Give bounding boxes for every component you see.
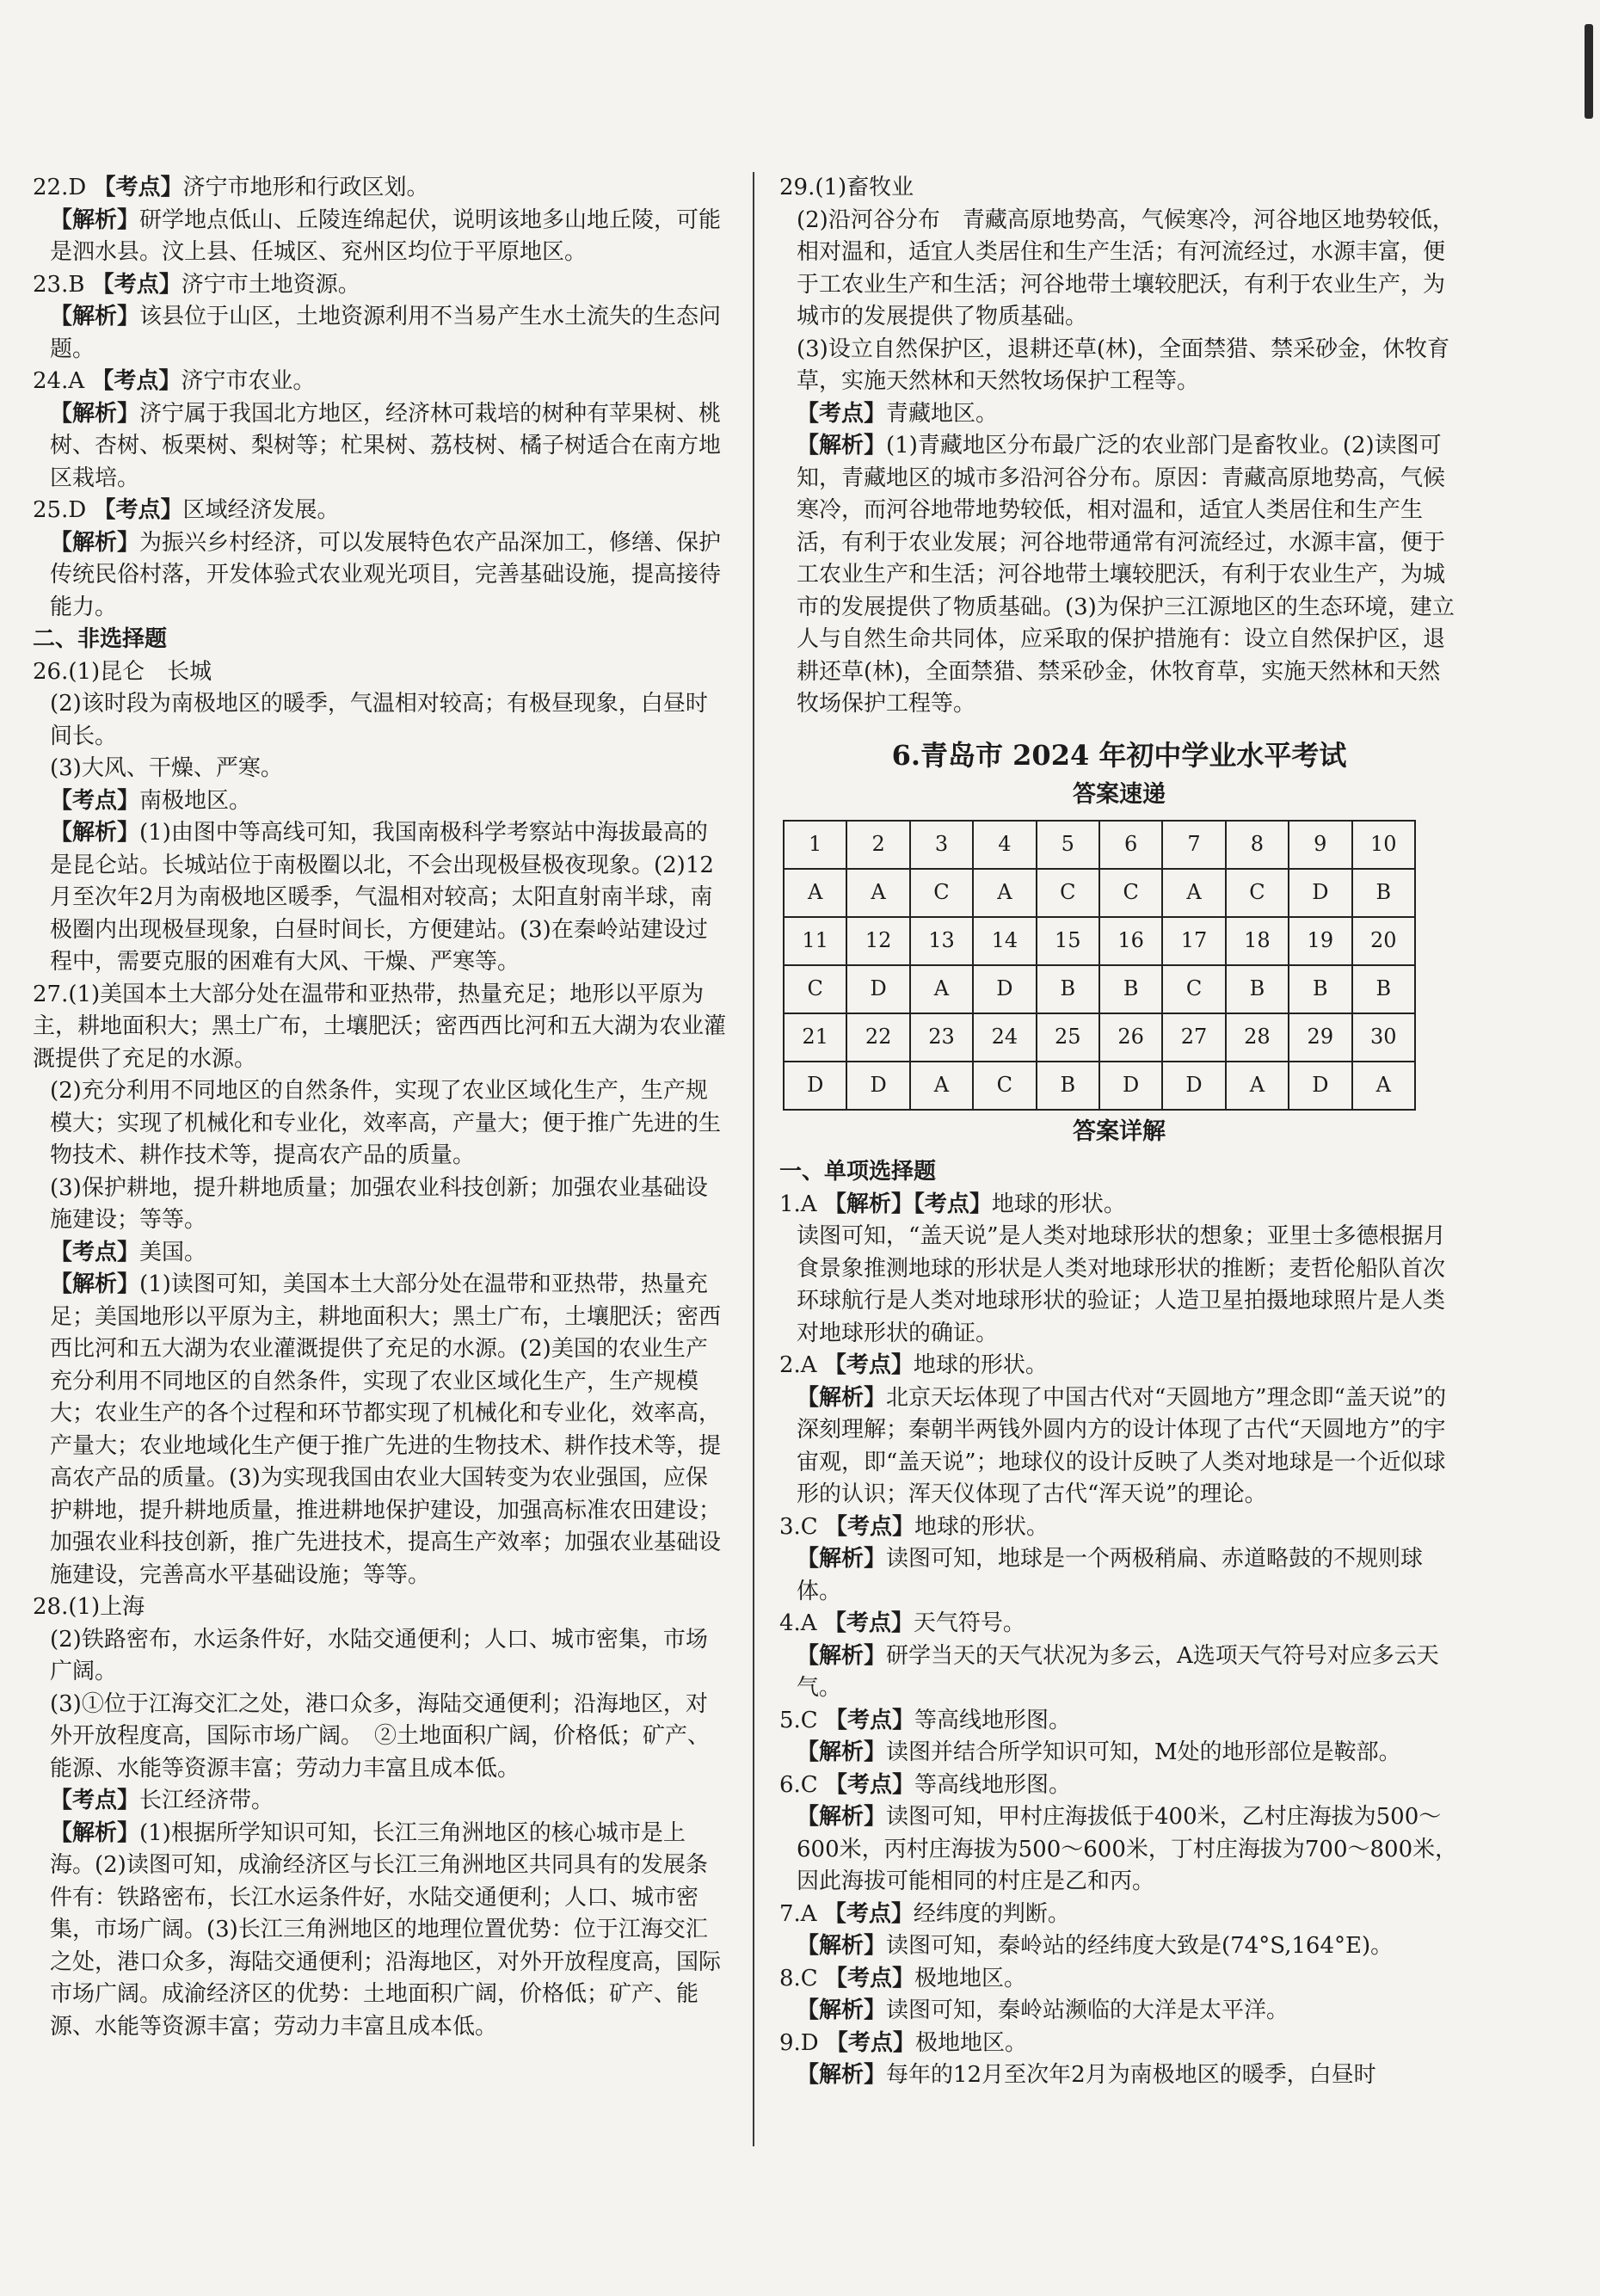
answer-table-cell: C	[784, 965, 846, 1013]
question-29-answer-1: 29.(1)畜牧业	[779, 175, 914, 200]
question-3-analysis: 【解析】读图可知，地球是一个两极稍扁、赤道略鼓的不规则球体。	[797, 1546, 1424, 1604]
question-29-analysis: 【解析】(1)青藏地区分布最广泛的农业部门是畜牧业。(2)读图可知，青藏地区的城市多沿河谷分布。原因：青藏高原地势高，气候寒冷，而河谷地带地势较低，相对温和，适宜人类居住和生产生活，有利于农业发展；河谷地带通常有河流经过，水源丰富，便于工农业生产和生活；河谷地带土壤较肥沃，有利于农业生产，为城市的发展提供了物质基础。(3)为保护三江源地区的生态环境，建立人与自然生命共同体，应采取的保护措施有：设立自然保护区，退耕还草(林)，全面禁猎、禁采砂金，休牧育草，实施天然林和天然牧场保护工程等。	[797, 433, 1455, 717]
answer-table-cell: D	[846, 965, 909, 1013]
answer-quick-heading: 答案速递	[1073, 781, 1166, 808]
answer-table-cell: 26	[1099, 1013, 1162, 1062]
question-9-analysis: 【解析】每年的12月至次年2月为南极地区的暖季，白昼时	[797, 2062, 1376, 2088]
question-25: 25.D 【考点】区域经济发展。	[33, 497, 340, 523]
question-29-answer-2: (2)沿河谷分布 青藏高原地势高，气候寒冷，河谷地区地势较低，相对温和，适宜人类居住和生产生活；有河流经过，水源丰富，便于工农业生产和生活；河谷地带土壤较肥沃，有利于农业生产，为城市的发展提供了物质基础。	[797, 206, 1455, 329]
question-28-answer-1: 28.(1)上海	[33, 1594, 145, 1620]
question-24-analysis: 【解析】济宁属于我国北方地区，经济林可栽培的树种有苹果树、桃树、杏树、板栗树、梨树等；杧果树、荔枝树、橘子树适合在南方地区栽培。	[50, 400, 722, 491]
answer-table-cell: A	[910, 965, 973, 1013]
answer-detail-heading: 答案详解	[1073, 1117, 1166, 1145]
question-29-point: 【考点】青藏地区。	[797, 400, 999, 427]
question-1-analysis: 读图可知，“盖天说”是人类对地球形状的想象；亚里士多德根据月食景象推测地球的形状是人类对地球形状的推断；麦哲伦船队首次环球航行是人类对地球形状的验证；人造卫星拍摄地球照片是人类对地球形状的确证。	[797, 1223, 1446, 1346]
question-26-answer-2: (2)该时段为南极地区的暖季，气温相对较高；有极昼现象，白昼时间长。	[50, 691, 708, 749]
question-23-analysis: 【解析】该县位于山区，土地资源利用不当易产生水土流失的生态问题。	[50, 304, 722, 362]
answer-table-number-row	[784, 1013, 1415, 1062]
answer-table-cell: A	[1162, 869, 1225, 917]
answer-table-cell: C	[1037, 869, 1099, 917]
question-23: 23.B 【考点】济宁市土地资源。	[33, 271, 360, 298]
question-28-answer-2: (2)铁路密布，水运条件好，水陆交通便利；人口、城市密集，市场广阔。	[50, 1626, 708, 1684]
answer-table-cell: B	[1352, 965, 1415, 1013]
answer-table-cell: 3	[910, 821, 973, 869]
question-2: 2.A 【考点】地球的形状。	[779, 1352, 1048, 1378]
answer-table-cell: 7	[1162, 821, 1225, 869]
answer-table-cell: 10	[1352, 821, 1415, 869]
answer-table-cell: A	[846, 869, 909, 917]
answer-table-cell: 14	[973, 917, 1036, 965]
question-26-point: 【考点】南极地区。	[50, 787, 252, 814]
question-28-analysis: 【解析】(1)根据所学知识可知，长江三角洲地区的核心城市是上海。(2)读图可知，成渝经济区与长江三角洲地区共同具有的发展条件有：铁路密布，长江水运条件好，水陆交通便利；人口、城市密集，市场广阔。(3)长江三角洲地区的地理位置优势：位于江海交汇之处，港口众多，海陆交通便利；沿海地区，对外开放程度高，国际市场广阔。成渝经济区的优势：土地面积广阔，价格低；矿产、能源、水能等资源丰富；劳动力丰富且成本低。	[50, 1819, 722, 2040]
paper-title: 6.青岛市 2024 年初中学业水平考试	[891, 738, 1347, 772]
question-4: 4.A 【考点】天气符号。	[779, 1610, 1025, 1636]
answer-table-cell: C	[1226, 869, 1289, 917]
question-22-analysis: 【解析】研学地点低山、丘陵连绵起伏，说明该地多山地丘陵，可能是泗水县。汶上县、任城区、兖州区均位于平原地区。	[50, 206, 722, 265]
answer-table-cell: A	[910, 1062, 973, 1110]
question-5: 5.C 【考点】等高线地形图。	[779, 1707, 1071, 1733]
question-2-analysis: 【解析】北京天坛体现了中国古代对“天圆地方”理念即“盖天说”的深刻理解；秦朝半两钱外圆内方的设计体现了古代“天圆地方”的宇宙观，即“盖天说”；地球仪的设计反映了人类对地球是一个近似球形的认识；浑天仪体现了古代“浑天说”的理论。	[797, 1384, 1447, 1507]
question-27-analysis: 【解析】(1)读图可知，美国本土大部分处在温带和亚热带，热量充足；美国地形以平原为主，耕地面积大；黑土广布，土壤肥沃；密西西比河和五大湖为农业灌溉提供了充足的水源。(2)美国的农业生产充分利用不同地区的自然条件，实现了农业区域化生产，生产规模大；农业生产的各个过程和环节都实现了机械化和专业化，效率高，产量大；农业地域化生产便于推广先进的生物技术、耕作技术等，提高农产品的质量。(3)为实现我国由农业大国转变为农业强国，应保护耕地，提升耕地质量，推进耕地保护建设，加强高标准农田建设；加强农业科技创新，推广先进技术，提高生产效率；加强农业基础设施建设，完善高水平基础设施；等等。	[50, 1271, 722, 1588]
answer-table-answer-row	[784, 869, 1415, 917]
left-column	[33, 172, 728, 2043]
question-8: 8.C 【考点】极地地区。	[779, 1965, 1026, 1991]
question-28-answer-3: (3)①位于江海交汇之处，港口众多，海陆交通便利；沿海地区，对外开放程度高，国际市场广阔。 ②土地面积广阔，价格低；矿产、能源、水能等资源丰富；劳动力丰富且成本低。	[50, 1690, 711, 1782]
question-6: 6.C 【考点】等高线地形图。	[779, 1771, 1071, 1798]
answer-table-cell: B	[1037, 965, 1099, 1013]
answer-table-cell: 16	[1099, 917, 1162, 965]
answer-table-cell: D	[1099, 1062, 1162, 1110]
answer-table-cell: D	[784, 1062, 846, 1110]
answer-table-cell: 8	[1226, 821, 1289, 869]
answer-table-cell: D	[1289, 869, 1351, 917]
answer-table-cell: B	[1289, 965, 1351, 1013]
answer-table-cell: 21	[784, 1013, 846, 1062]
answer-table-cell: A	[1352, 1062, 1415, 1110]
right-column	[779, 172, 1459, 2092]
answer-table-cell: 2	[846, 821, 909, 869]
answer-table-cell: 28	[1226, 1013, 1289, 1062]
answer-table-cell: 23	[910, 1013, 973, 1062]
answer-table-number-row	[784, 917, 1415, 965]
answer-table-cell: D	[846, 1062, 909, 1110]
question-26-answer-1: 26.(1)昆仑 长城	[33, 658, 212, 685]
question-27-answer-2: (2)充分利用不同地区的自然条件，实现了农业区域化生产，生产规模大；实现了机械化和专业化，效率高，产量大；便于推广先进的生物技术、耕作技术等，提高农产品的质量。	[50, 1078, 722, 1168]
question-7-analysis: 【解析】读图可知，秦岭站的经纬度大致是(74°S,164°E)。	[797, 1933, 1394, 1959]
answer-table-cell: 20	[1352, 917, 1415, 965]
answer-table-cell: 15	[1037, 917, 1099, 965]
question-9: 9.D 【考点】极地地区。	[779, 2029, 1027, 2056]
question-7: 7.A 【考点】经纬度的判断。	[779, 1900, 1070, 1927]
answer-table-cell: A	[784, 869, 846, 917]
answer-table-cell: 29	[1289, 1013, 1351, 1062]
question-27-point: 【考点】美国。	[50, 1239, 207, 1265]
answer-table-cell: 18	[1226, 917, 1289, 965]
page-edge-mark	[1585, 24, 1593, 119]
answer-table-cell: D	[1289, 1062, 1351, 1110]
question-1: 1.A 【解析】【考点】地球的形状。	[779, 1191, 1126, 1217]
question-26-analysis: 【解析】(1)由图中等高线可知，我国南极科学考察站中海拔最高的是昆仑站。长城站位于南极圈以北，不会出现极昼极夜现象。(2)12月至次年2月为南极地区暖季，气温相对较高；太阳直射南半球，南极圈内出现极昼现象，白昼时间长，方便建站。(3)在秦岭站建设过程中，需要克服的困难有大风、干燥、严寒等。	[50, 820, 714, 975]
answer-table-cell: 5	[1037, 821, 1099, 869]
section-heading-single-choice: 一、单项选择题	[779, 1159, 937, 1185]
answer-table-cell: B	[1037, 1062, 1099, 1110]
answer-table-cell: 12	[846, 917, 909, 965]
answer-table-cell: 25	[1037, 1013, 1099, 1062]
answer-table-cell: 4	[973, 821, 1036, 869]
question-25-analysis: 【解析】为振兴乡村经济，可以发展特色农产品深加工，修缮、保护传统民俗村落，开发体验式农业观光项目，完善基础设施，提高接待能力。	[50, 529, 722, 620]
answer-table-cell: 11	[784, 917, 846, 965]
answer-table-cell: D	[973, 965, 1036, 1013]
answer-table-number-row	[784, 821, 1415, 869]
answer-table-cell: C	[973, 1062, 1036, 1110]
answer-table-cell: 27	[1162, 1013, 1225, 1062]
answer-table-cell: 22	[846, 1013, 909, 1062]
answer-table-cell: 30	[1352, 1013, 1415, 1062]
question-6-analysis: 【解析】读图可知，甲村庄海拔低于400米，乙村庄海拔为500～600米，丙村庄海拔为500～600米，丁村庄海拔为700～800米，因此海拔可能相同的村庄是乙和丙。	[797, 1804, 1458, 1894]
question-4-analysis: 【解析】研学当天的天气状况为多云，A选项天气符号对应多云天气。	[797, 1642, 1439, 1701]
answer-table-cell: C	[1099, 869, 1162, 917]
answer-table-cell: 1	[784, 821, 846, 869]
answer-table-cell: A	[1226, 1062, 1289, 1110]
section-heading-nonchoice: 二、非选择题	[33, 626, 168, 652]
answer-table-cell: 13	[910, 917, 973, 965]
question-5-analysis: 【解析】读图并结合所学知识可知，M处的地形部位是鞍部。	[797, 1739, 1401, 1765]
question-8-analysis: 【解析】读图可知，秦岭站濒临的大洋是太平洋。	[797, 1997, 1289, 2023]
answer-table-cell: 9	[1289, 821, 1351, 869]
question-26-answer-3: (3)大风、干燥、严寒。	[50, 755, 283, 781]
question-28-point: 【考点】长江经济带。	[50, 1788, 274, 1813]
question-27-answer-1: 27.(1)美国本土大部分处在温带和亚热带，热量充足；地形以平原为主，耕地面积大；黑土广布，土壤肥沃；密西西比河和五大湖为农业灌溉提供了充足的水源。	[33, 981, 727, 1072]
question-22: 22.D 【考点】济宁市地形和行政区划。	[33, 175, 429, 200]
answer-table-cell: A	[973, 869, 1036, 917]
answer-table-cell: B	[1352, 869, 1415, 917]
answer-table-cell: C	[910, 869, 973, 917]
column-divider	[753, 172, 754, 2146]
answer-table-cell: 19	[1289, 917, 1351, 965]
answer-table-cell: 17	[1162, 917, 1225, 965]
question-24: 24.A 【考点】济宁市农业。	[33, 368, 316, 394]
question-27-answer-3: (3)保护耕地，提升耕地质量；加强农业科技创新；加强农业基础设施建设；等等。	[50, 1174, 708, 1233]
answer-table	[783, 820, 1416, 1111]
answer-table-cell: C	[1162, 965, 1225, 1013]
answer-table-cell: 24	[973, 1013, 1036, 1062]
answer-table-cell: B	[1099, 965, 1162, 1013]
answer-table-answer-row	[784, 1062, 1415, 1110]
answer-table-cell: 6	[1099, 821, 1162, 869]
answer-table-cell: D	[1162, 1062, 1225, 1110]
question-3: 3.C 【考点】地球的形状。	[779, 1513, 1049, 1540]
question-29-answer-3: (3)设立自然保护区，退耕还草(林)，全面禁猎、禁采砂金，休牧育草，实施天然林和天然牧场保护工程等。	[797, 335, 1450, 394]
answer-table-cell: B	[1226, 965, 1289, 1013]
answer-table-answer-row	[784, 965, 1415, 1013]
